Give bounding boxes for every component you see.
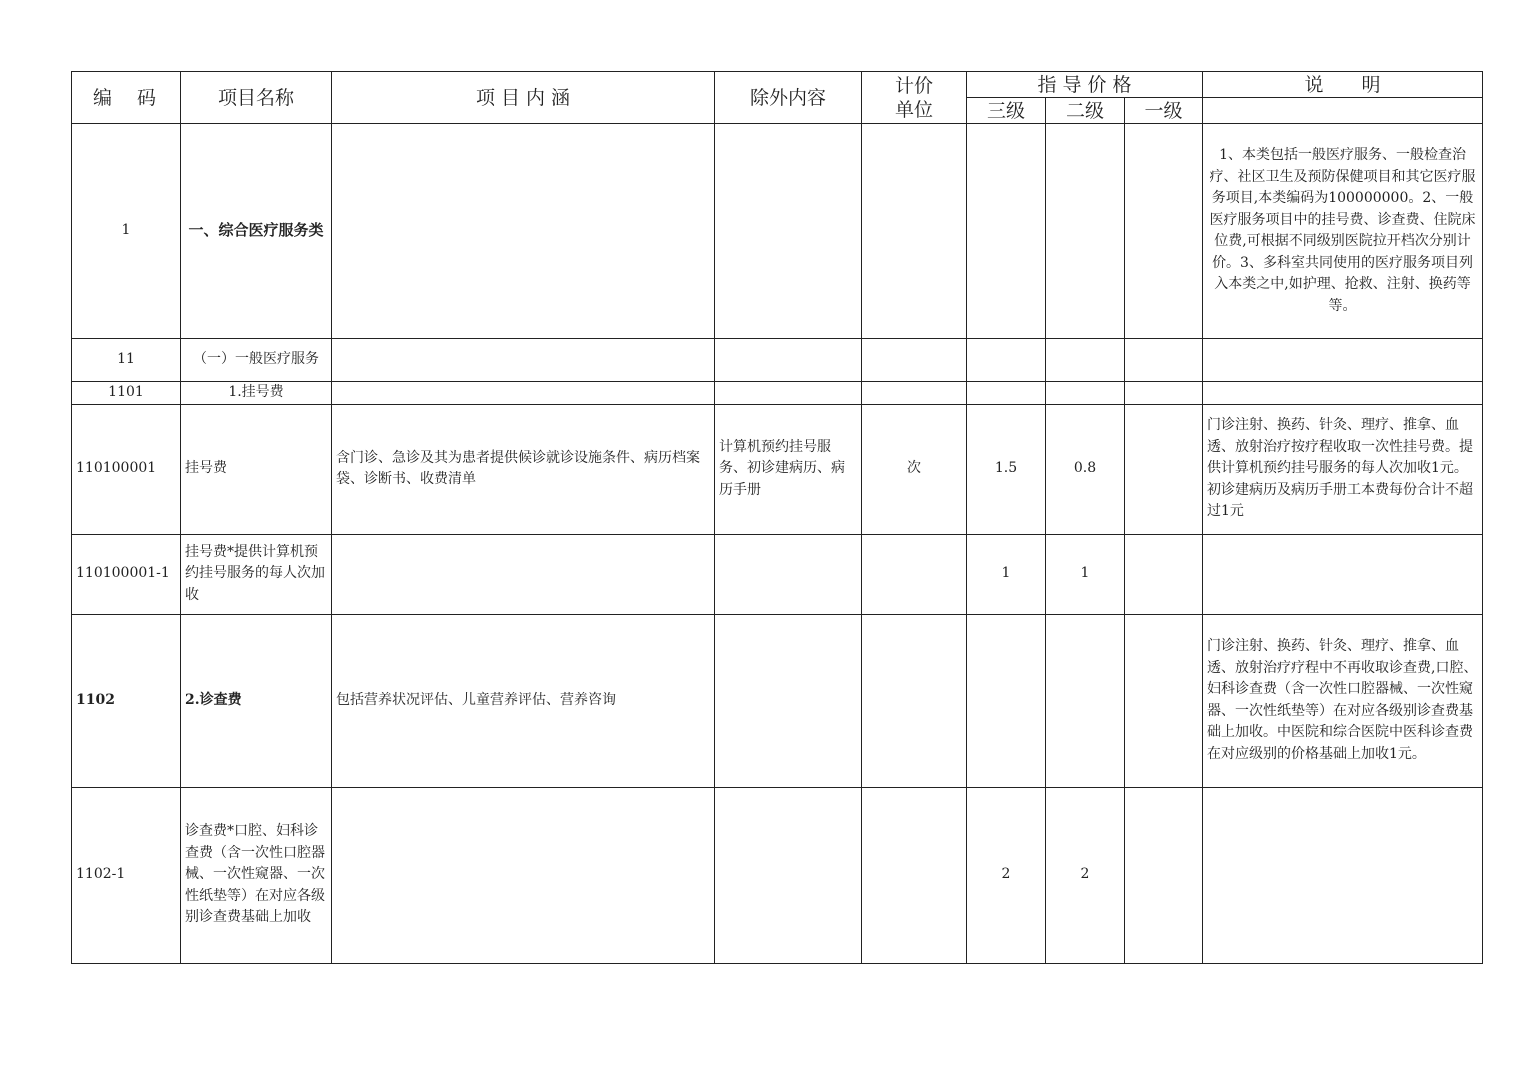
cell-content <box>332 787 715 963</box>
cell-content: 包括营养状况评估、儿童营养评估、营养咨询 <box>332 614 715 787</box>
cell-excluded <box>715 124 862 339</box>
cell-name: 挂号费 <box>181 404 332 534</box>
table-row <box>72 124 1483 339</box>
header-price-group: 指 导 价 格 <box>967 72 1203 98</box>
cell-code: 110100001-1 <box>72 534 181 614</box>
price-table <box>71 71 1483 964</box>
cell-name: 1.挂号费 <box>181 382 332 405</box>
header-note-blank <box>1203 98 1483 124</box>
cell-price-level2 <box>1046 614 1125 787</box>
cell-price-level3 <box>967 614 1046 787</box>
cell-price-level1 <box>1125 382 1203 405</box>
header-content: 项 目 内 涵 <box>332 72 715 124</box>
cell-unit <box>862 787 967 963</box>
cell-excluded: 计算机预约挂号服务、初诊建病历、病历手册 <box>715 404 862 534</box>
cell-name: 2.诊查费 <box>181 614 332 787</box>
cell-code: 1102-1 <box>72 787 181 963</box>
cell-excluded <box>715 787 862 963</box>
header-code: 编 码 <box>72 72 181 124</box>
cell-unit <box>862 124 967 339</box>
cell-content <box>332 534 715 614</box>
header-unit <box>862 72 967 124</box>
cell-code: 1 <box>72 124 181 339</box>
cell-name: 一、综合医疗服务类 <box>181 124 332 339</box>
cell-price-level1 <box>1125 614 1203 787</box>
cell-unit <box>862 382 967 405</box>
cell-price-level1 <box>1125 404 1203 534</box>
header-level2: 二级 <box>1046 98 1125 124</box>
cell-note <box>1203 339 1483 382</box>
cell-price-level2: 1 <box>1046 534 1125 614</box>
cell-price-level1 <box>1125 339 1203 382</box>
cell-excluded <box>715 339 862 382</box>
cell-price-level3 <box>967 124 1046 339</box>
header-level3: 三级 <box>967 98 1046 124</box>
cell-excluded <box>715 382 862 405</box>
cell-price-level3 <box>967 382 1046 405</box>
cell-note <box>1203 534 1483 614</box>
cell-content <box>332 382 715 405</box>
cell-note: 1、本类包括一般医疗服务、一般检查治疗、社区卫生及预防保健项目和其它医疗服务项目,本类编码为100000000。2、一般医疗服务项目中的挂号费、诊查费、住院床位费,可根据不同级别医院拉开档次分别计价。3、多科室共同使用的医疗服务项目列入本类之中,如护理、抢救、注射、换药等等。 <box>1203 124 1483 339</box>
cell-price-level1 <box>1125 534 1203 614</box>
cell-unit <box>862 614 967 787</box>
cell-note: 门诊注射、换药、针灸、理疗、推拿、血透、放射治疗按疗程收取一次性挂号费。提供计算机预约挂号服务的每人次加收1元。初诊建病历及病历手册工本费每份合计不超过1元 <box>1203 404 1483 534</box>
cell-price-level3: 1.5 <box>967 404 1046 534</box>
cell-name: （一）一般医疗服务 <box>181 339 332 382</box>
cell-note <box>1203 787 1483 963</box>
header-excluded: 除外内容 <box>715 72 862 124</box>
cell-content <box>332 339 715 382</box>
cell-price-level2: 2 <box>1046 787 1125 963</box>
cell-code: 11 <box>72 339 181 382</box>
header-name: 项目名称 <box>181 72 332 124</box>
cell-name: 诊查费*口腔、妇科诊查费（含一次性口腔器械、一次性窥器、一次性纸垫等）在对应各级别诊查费基础上加收 <box>181 787 332 963</box>
table-row <box>72 534 1483 614</box>
cell-price-level2 <box>1046 339 1125 382</box>
header-unit-line2: 单位 <box>894 98 933 121</box>
cell-price-level3 <box>967 339 1046 382</box>
cell-unit <box>862 339 967 382</box>
table-row <box>72 339 1483 382</box>
cell-code: 1101 <box>72 382 181 405</box>
cell-unit <box>862 534 967 614</box>
cell-note: 门诊注射、换药、针灸、理疗、推拿、血透、放射治疗疗程中不再收取诊查费,口腔、妇科诊查费（含一次性口腔器械、一次性窥器、一次性纸垫等）在对应各级别诊查费基础上加收。中医院和综合医院中医科诊查费在对应级别的价格基础上加收1元。 <box>1203 614 1483 787</box>
cell-price-level3: 2 <box>967 787 1046 963</box>
cell-content: 含门诊、急诊及其为患者提供候诊就诊设施条件、病历档案袋、诊断书、收费清单 <box>332 404 715 534</box>
cell-content <box>332 124 715 339</box>
cell-excluded <box>715 534 862 614</box>
cell-unit: 次 <box>862 404 967 534</box>
cell-price-level1 <box>1125 124 1203 339</box>
cell-code: 1102 <box>72 614 181 787</box>
table-row <box>72 787 1483 963</box>
header-unit-line1: 计价 <box>894 74 933 97</box>
table-row <box>72 404 1483 534</box>
cell-excluded <box>715 614 862 787</box>
header-level1: 一级 <box>1125 98 1203 124</box>
cell-price-level2 <box>1046 382 1125 405</box>
cell-price-level1 <box>1125 787 1203 963</box>
cell-code: 110100001 <box>72 404 181 534</box>
cell-price-level3: 1 <box>967 534 1046 614</box>
cell-price-level2: 0.8 <box>1046 404 1125 534</box>
cell-price-level2 <box>1046 124 1125 339</box>
table-row <box>72 614 1483 787</box>
cell-note <box>1203 382 1483 405</box>
header-note: 说 明 <box>1203 72 1483 98</box>
cell-name: 挂号费*提供计算机预约挂号服务的每人次加收 <box>181 534 332 614</box>
table-row <box>72 382 1483 405</box>
